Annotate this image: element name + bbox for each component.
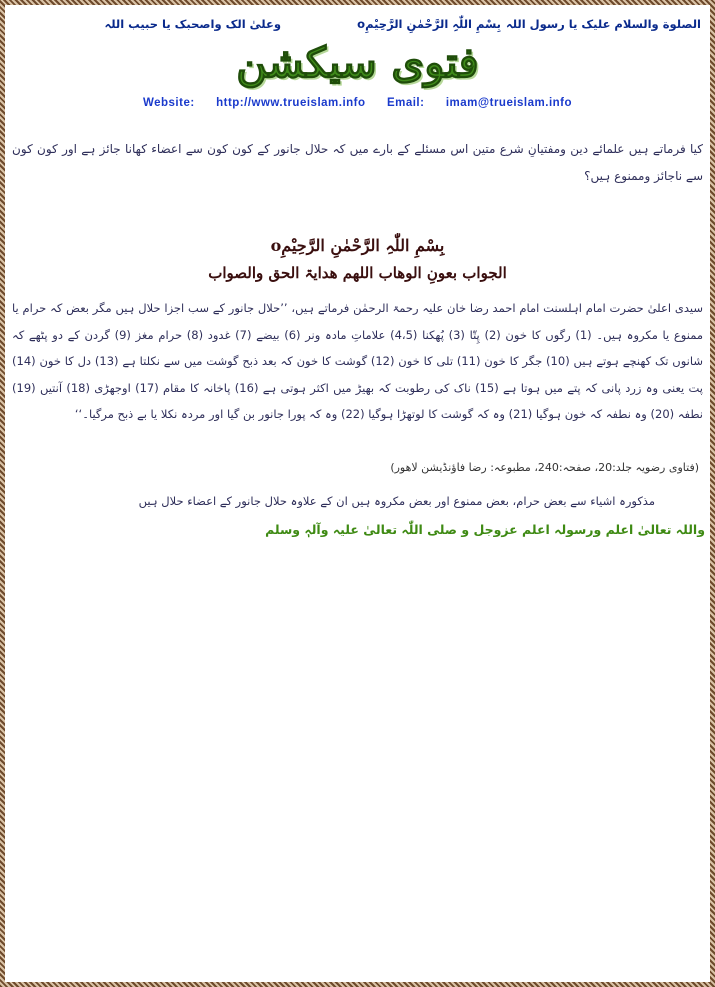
answer-body: سیدی اعلیٰ حضرت امام اہلسنت امام احمد رضا خان علیہ رحمۃ الرحمٰن فرماتے ہیں، ’’حلال جانور کے سب اجزا حلال ہیں مگر بعض کہ حرام یا ممنوع یا مکروہ ہیں۔ (1) رگوں کا خون (2) پِتّا (3) پُھکنا (4،5) علاماتِ مادہ ونر (6) بیضے (7) غدود (8) حرام مغز (9) گردن کے دو پٹھے کہ شانوں تک کھنچے ہوتے ہیں (10) جگر کا خون (11) تلی کا خون (12) گوشت کا خون کہ بعد ذبح گوشت میں سے نکلتا ہے (13) دل کا خون (14) پت یعنی وہ زرد پانی کہ پتے میں ہوتا ہے (15) ناک کی رطوبت کہ بھیڑ میں اکثر ہوتی ہے (16) پاخانہ کا مقام (17) اوجھڑی (18) آنتیں (19) نطفہ (20) وہ نطفہ کہ خون ہوگیا (21) وہ کہ گوشت کا لوتھڑا ہوگیا (22) وہ کہ پورا جانور بن گیا اور مردہ نکلا یا بے ذبح مرگیا۔‘‘ [12, 301, 704, 421]
email-label: Email: [386, 97, 425, 109]
website-label: Website: [142, 97, 195, 109]
answer-conclusion: مذکورہ اشیاء سے بعض حرام، بعض ممنوع اور بعض مکروہ ہیں ان کے علاوہ حلال جانور کے اعضاء حلال ہیں [138, 494, 655, 508]
answer-bismillah: بِسْمِ اللّٰہِ الرَّحْمٰنِ الرَّحِیْمِo [270, 236, 445, 255]
header-blessing-companions: وعلیٰ الک واصحبک یا حبیب اللہ [104, 17, 281, 31]
website-link[interactable]: http://www.trueislam.info [216, 97, 366, 109]
header-blessing-salutation: الصلوة والسلام علیک یا رسول اللہ [505, 17, 701, 31]
reference-citation: (فتاوی رضویہ جلد:20، صفحہ:240، مطبوعہ: رضا فاؤنڈیشن لاھور) [390, 461, 699, 474]
header-blessings [14, 14, 701, 36]
header-bismillah: بِسْمِ اللّٰہِ الرَّحْمٰنِ الرَّحِیْمِo [357, 17, 501, 31]
fatwa-section-logo: فتوی سیکشن [236, 38, 479, 87]
email-link[interactable]: imam@trueislam.info [445, 97, 573, 109]
closing-benediction: واللہ تعالیٰ اعلم ورسولہ اعلم عزوجل و صلی اللّٰہ تعالیٰ علیہ وآلہٖ وسلم [265, 522, 705, 537]
contact-line [10, 97, 705, 109]
page-content [10, 10, 705, 977]
answer-heading: الجواب بعونِ الوھاب اللھم ھدایۃ الحق والصواب [208, 264, 507, 282]
question-text: کیا فرماتے ہیں علمائے دین ومفتیانِ شرع متین اس مسئلے کے بارے میں کہ حلال جانور کے کون کون سے اعضاء کھانا جائز ہے اور کون کون سے ناجائز وممنوع ہیں؟ [12, 142, 703, 183]
